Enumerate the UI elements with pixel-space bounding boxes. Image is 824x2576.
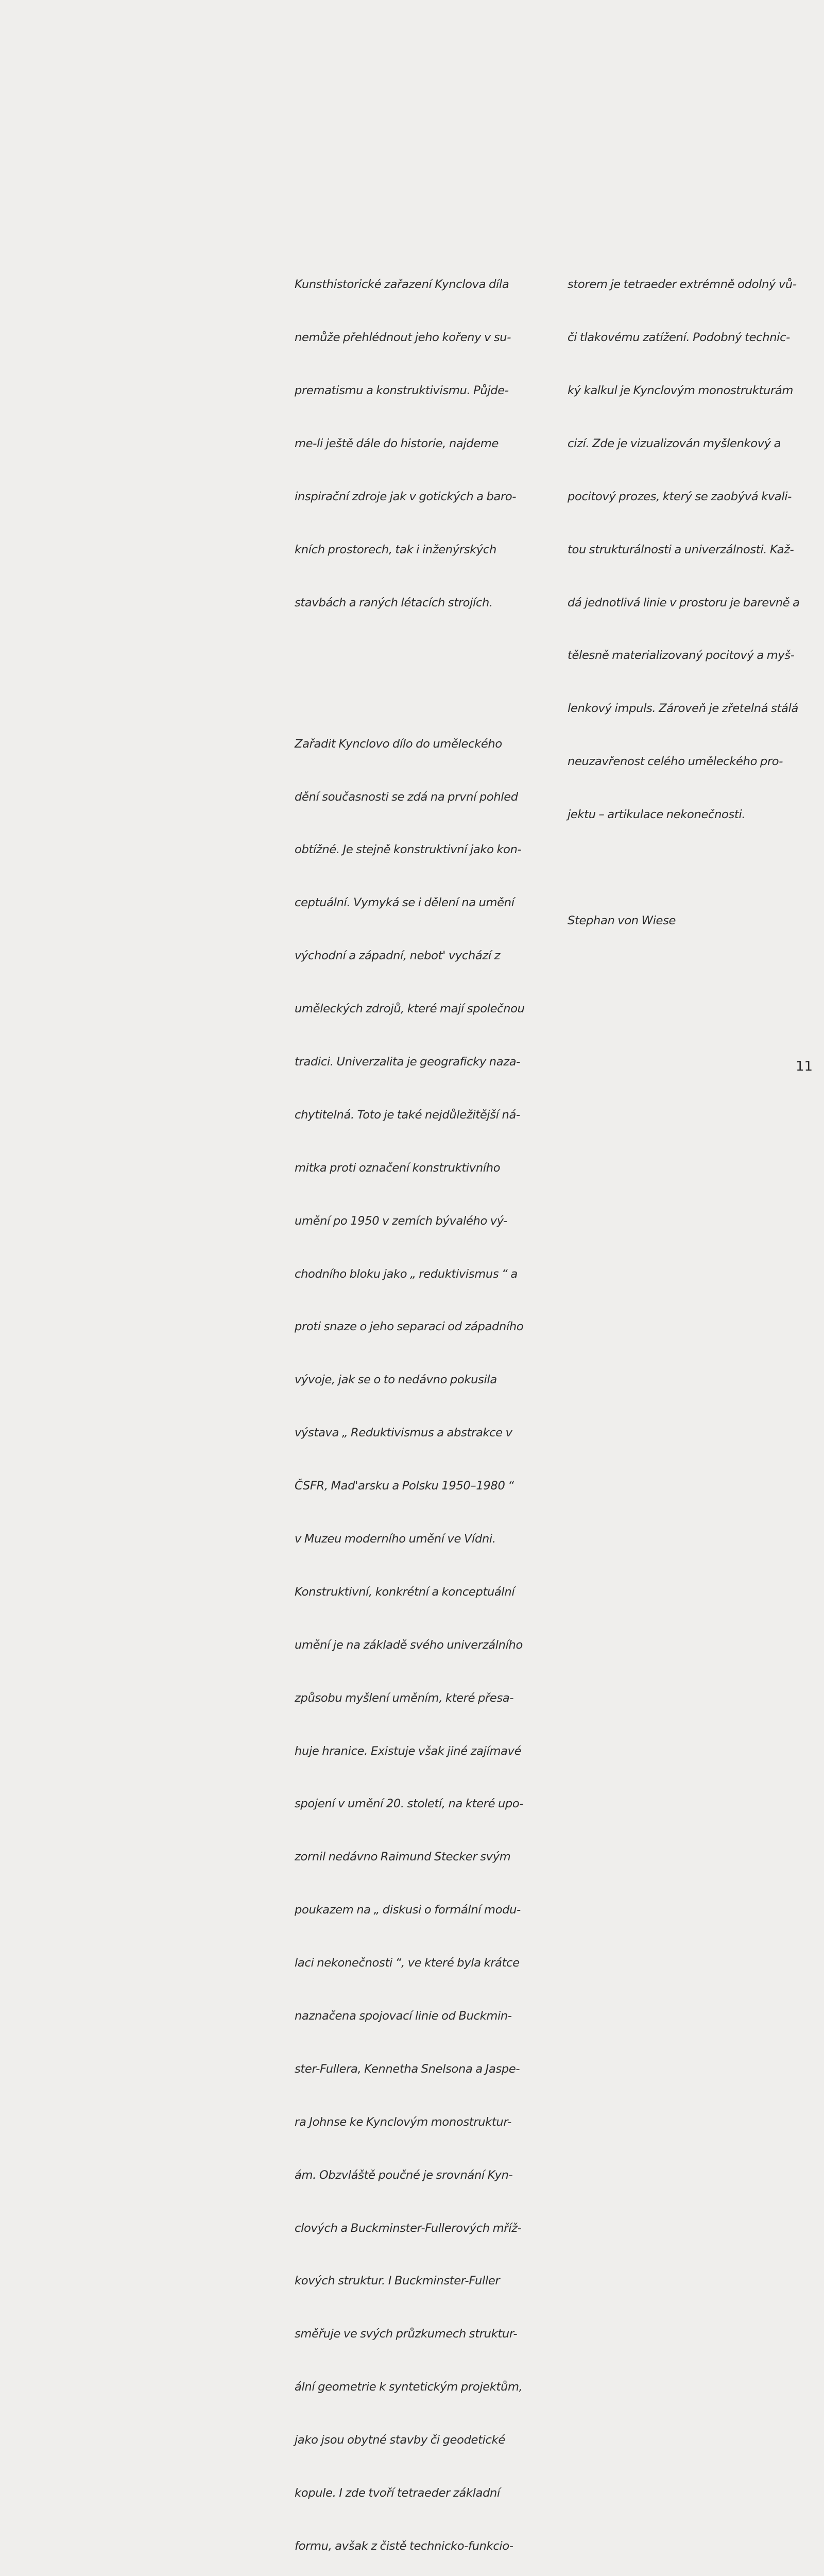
- text-line: chodního bloku jako „ reduktivismus “ a: [295, 1267, 518, 1281]
- text-line: formu, avšak z čistě technicko-funkcio-: [295, 2539, 513, 2553]
- text-line: v Muzeu moderního umění ve Vídni.: [295, 1532, 496, 1546]
- page-number: 11: [796, 1059, 813, 1074]
- text-line: kopule. I zde tvoří tetraeder základní: [295, 2486, 500, 2500]
- text-line: lenkový impuls. Zároveň je zřetelná stálá: [568, 702, 798, 716]
- text-line: proti snaze o jeho separaci od západního: [295, 1320, 524, 1334]
- text-line: naznačena spojovací linie od Buckmin-: [295, 2009, 512, 2023]
- text-line: stavbách a raných létacích strojích.: [295, 596, 493, 609]
- text-line: či tlakovému zatížení. Podobný technic-: [568, 331, 790, 345]
- text-line: ceptuální. Vymyká se i dělení na umění: [295, 896, 514, 910]
- text-line: umění je na základě svého univerzálního: [295, 1638, 523, 1652]
- text-line: inspirační zdroje jak v gotických a baro-: [295, 489, 517, 503]
- text-line: mitka proti označení konstruktivního: [295, 1161, 501, 1175]
- text-line: tou strukturálnosti a univerzálnosti. Kaž-: [568, 543, 794, 556]
- author-signature: Stephan von Wiese: [568, 913, 676, 927]
- paragraph-continuation: [568, 241, 824, 859]
- text-line: Kunsthistorické zařazení Kynclova díla: [295, 278, 509, 292]
- text-line: dá jednotlivá linie v prostoru je barevně a: [568, 596, 800, 609]
- text-line: tělesně materializovaný pocitový a myš-: [568, 649, 795, 663]
- text-line: ra Johnse ke Kynclovým monostruktur-: [295, 2115, 511, 2129]
- text-line: pocitový prozes, který se zaobývá kvali-: [568, 489, 792, 503]
- text-line: ám. Obzvláště poučné je srovnání Kyn-: [295, 2168, 513, 2182]
- text-line: uměleckých zdrojů, které mají společnou: [295, 1002, 525, 1016]
- text-line: kových struktur. I Buckminster-Fuller: [295, 2274, 500, 2288]
- text-line: ČSFR, Mad'arsku a Polsku 1950–1980 “: [295, 1479, 514, 1493]
- text-line: poukazem na „ diskusi o formální modu-: [295, 1903, 521, 1917]
- text-line: ální geometrie k syntetickým projektům,: [295, 2380, 523, 2394]
- text-line: výstava „ Reduktivismus a abstrakce v: [295, 1426, 512, 1440]
- text-line: cizí. Zde je vizualizován myšlenkový a: [568, 436, 781, 450]
- text-line: ster-Fullera, Kennetha Snelsona a Jaspe-: [295, 2062, 520, 2076]
- text-line: tradici. Univerzalita je geograficky naza-: [295, 1055, 521, 1069]
- text-line: laci nekonečnosti “, ve které byla krátce: [295, 1956, 520, 1970]
- text-line: východní a západní, nebot' vychází z: [295, 949, 501, 963]
- text-line: vývoje, jak se o to nedávno pokusila: [295, 1373, 497, 1387]
- text-line: kních prostorech, tak i inženýrských: [295, 543, 496, 556]
- text-line: me-li ještě dále do historie, najdeme: [295, 436, 499, 450]
- right-column: [568, 205, 824, 964]
- text-line: směřuje ve svých průzkumech struktur-: [295, 2327, 518, 2341]
- paragraph-contemporary-context: [295, 700, 552, 2576]
- text-line: dění současnosti se zdá na první pohled: [295, 790, 518, 804]
- text-line: zornil nedávno Raimund Stecker svým: [295, 1850, 511, 1864]
- text-line: storem je tetraeder extrémně odolný vů-: [568, 278, 797, 292]
- text-line: prematismu a konstruktivismu. Půjde-: [295, 383, 509, 397]
- text-line: umění po 1950 v zemích bývalého vý-: [295, 1214, 507, 1228]
- left-column: [295, 205, 552, 2576]
- text-line: clových a Buckminster-Fullerových mříž-: [295, 2221, 522, 2235]
- text-line: Zařadit Kynclovo dílo do uměleckého: [295, 737, 502, 751]
- text-line: nemůže přehlédnout jeho kořeny v su-: [295, 331, 511, 345]
- text-line: chytitelná. Toto je také nejdůležitější ná-: [295, 1108, 520, 1122]
- text-line: obtížné. Je stejně konstruktivní jako kon-: [295, 843, 522, 857]
- text-line: způsobu myšlení uměním, které přesa-: [295, 1691, 514, 1705]
- text-line: huje hranice. Existuje však jiné zajímavé: [295, 1744, 522, 1758]
- paragraph-art-history: [295, 241, 552, 647]
- text-line: neuzavřenost celého uměleckého pro-: [568, 755, 783, 769]
- text-line: spojení v umění 20. století, na které upo-: [295, 1797, 524, 1811]
- text-line: Konstruktivní, konkrétní a konceptuální: [295, 1585, 515, 1599]
- text-line: jako jsou obytné stavby či geodetické: [295, 2433, 505, 2447]
- text-line: jektu – artikulace nekonečnosti.: [568, 808, 746, 822]
- text-line: ký kalkul je Kynclovým monostrukturám: [568, 383, 794, 397]
